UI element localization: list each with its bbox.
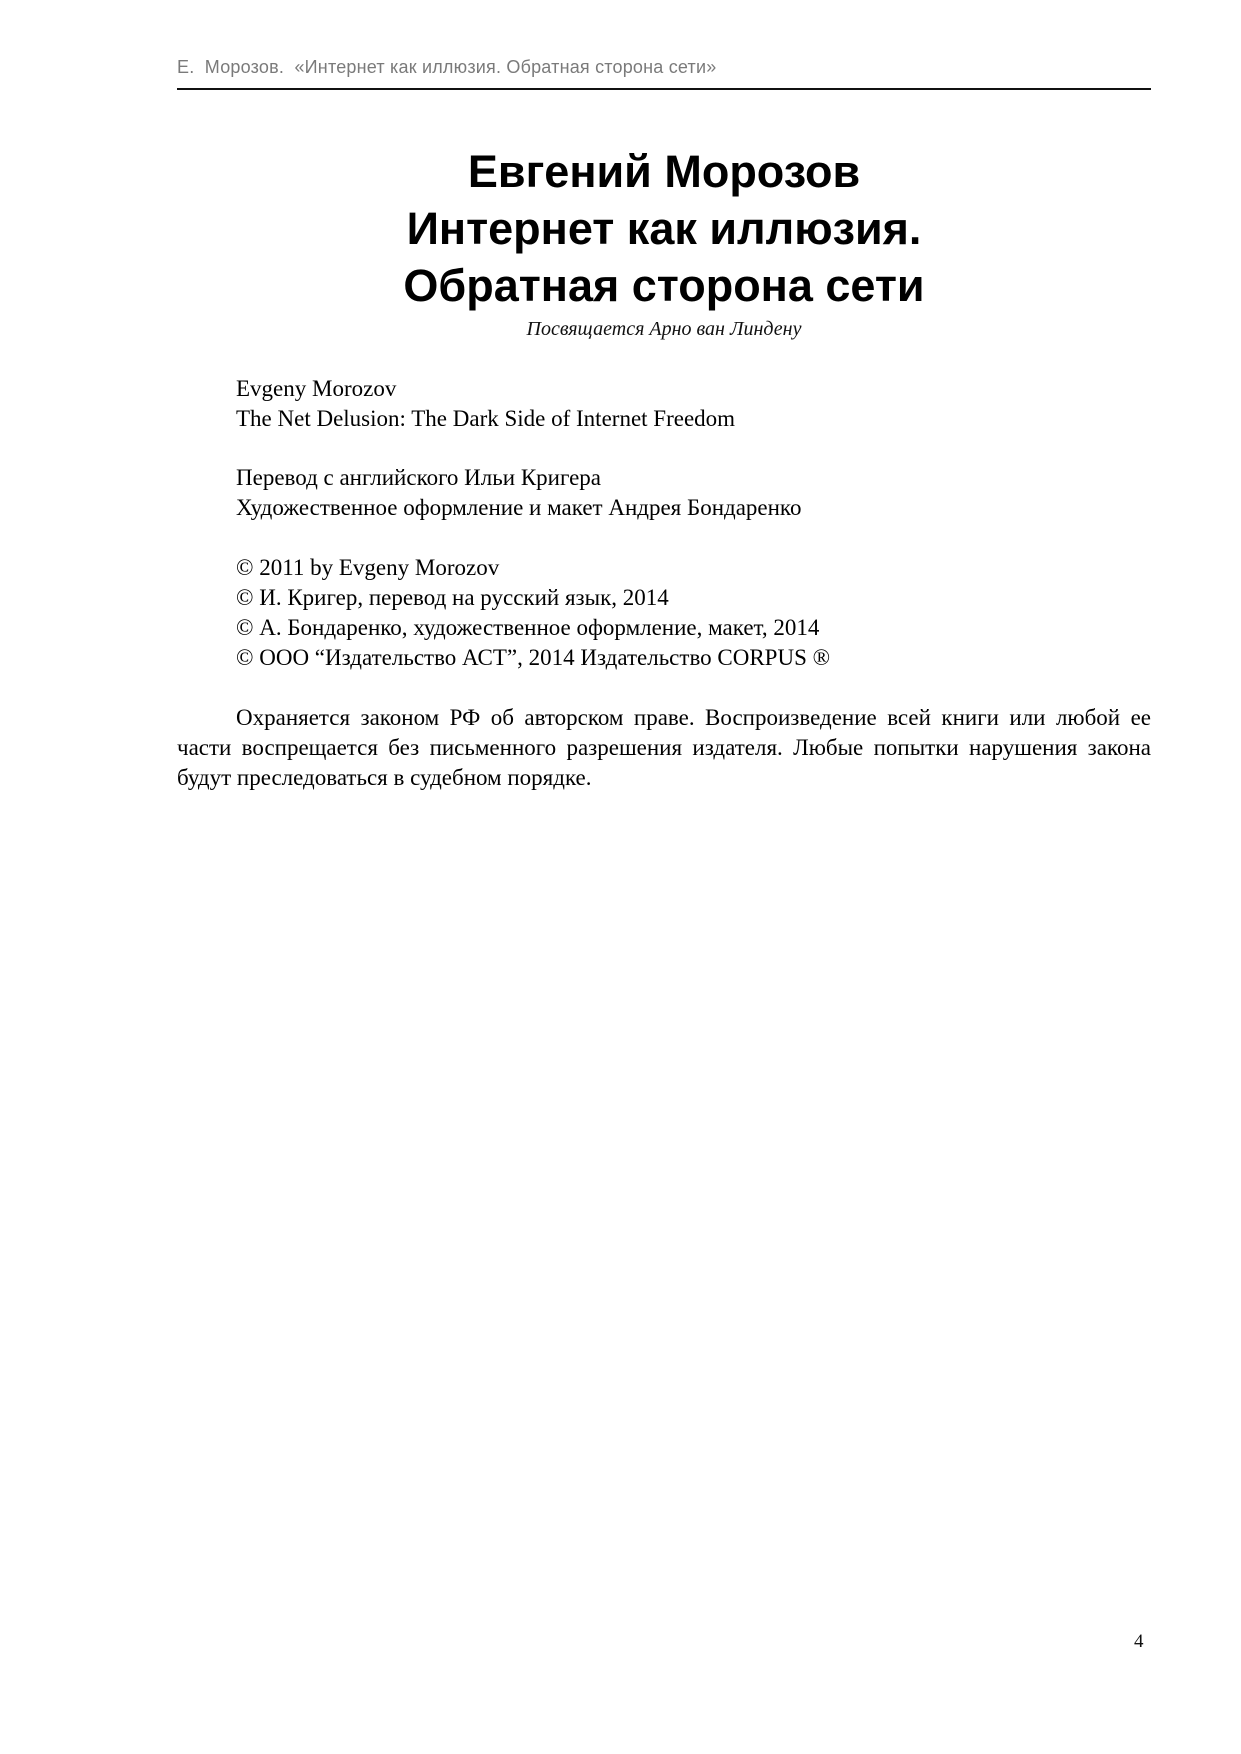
copyright-line: © А. Бондаренко, художественное оформление, макет, 2014	[236, 615, 820, 640]
page-number: 4	[1134, 1631, 1144, 1652]
original-edition-block	[236, 374, 1151, 434]
book-title	[177, 143, 1151, 314]
copyright-block	[236, 553, 1151, 673]
legal-notice-text: Охраняется законом РФ об авторском праве. Воспроизведение всей книги или любой ее части воспрещается без письменного разрешения издателя. Любые попытки нарушения закона будут преследоваться в судебном порядке.	[177, 705, 1151, 790]
title-author: Евгений Морозов	[467, 146, 861, 197]
credits-block	[236, 463, 1151, 523]
copyright-line: © 2011 by Evgeny Morozov	[236, 555, 500, 580]
translator-credit: Перевод с английского Ильи Кригера	[236, 465, 602, 490]
copyright-line: © И. Кригер, перевод на русский язык, 2014	[236, 585, 669, 610]
design-credit: Художественное оформление и макет Андрея Бондаренко	[236, 495, 802, 520]
header-divider	[177, 88, 1151, 90]
title-line-1: Интернет как иллюзия.	[406, 203, 922, 254]
original-author: Evgeny Morozov	[236, 376, 397, 401]
running-header: Е. Морозов. «Интернет как иллюзия. Обратная сторона сети»	[177, 57, 717, 77]
original-title: The Net Delusion: The Dark Side of Internet Freedom	[236, 406, 736, 431]
dedication: Посвящается Арно ван Линдену	[526, 318, 802, 340]
legal-notice	[177, 703, 1151, 793]
title-line-2: Обратная сторона сети	[403, 260, 925, 311]
copyright-line: © ООО “Издательство АСТ”, 2014 Издательство CORPUS ®	[236, 645, 831, 670]
